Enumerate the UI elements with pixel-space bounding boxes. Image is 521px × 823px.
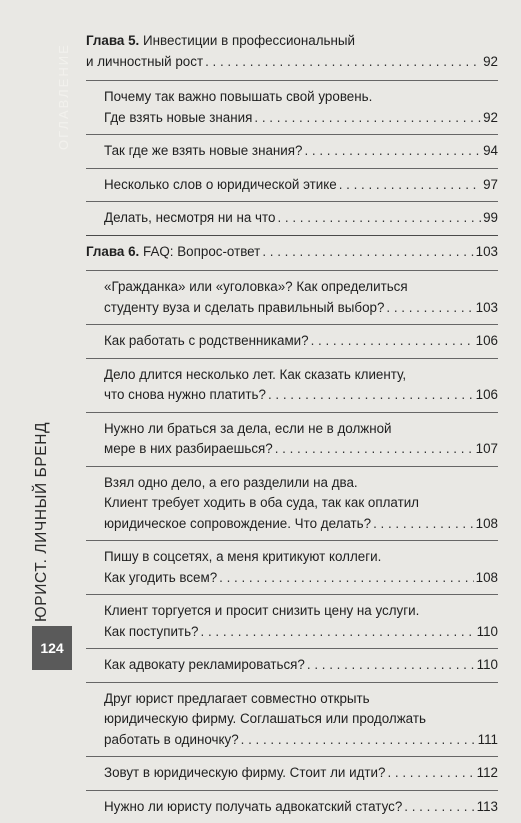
- toc-line-text: [104, 141, 302, 162]
- dot-leader: [307, 655, 475, 676]
- toc-line-text: [86, 52, 203, 73]
- toc-item[interactable]: [86, 168, 498, 202]
- dot-leader: [275, 439, 474, 460]
- toc-item[interactable]: [86, 682, 498, 757]
- toc-line-text: [104, 208, 275, 229]
- toc-line-text: [104, 763, 385, 784]
- toc-line-content: Как угодить всем?: [104, 570, 217, 585]
- toc-line-text: [86, 242, 260, 263]
- toc-line: [86, 763, 498, 784]
- toc-line: [86, 141, 498, 162]
- toc-line-text: [104, 568, 217, 589]
- toc-line-content: Клиент торгуется и просит снизить цену на услуги.: [104, 603, 419, 618]
- toc-line-content: Дело длится несколько лет. Как сказать клиенту,: [104, 367, 406, 382]
- page-number: 124: [32, 626, 72, 670]
- toc-line: [86, 601, 498, 622]
- toc-line-text: [104, 89, 372, 104]
- dot-leader: [277, 208, 481, 229]
- toc-item[interactable]: [86, 648, 498, 682]
- toc-line-text: [104, 439, 273, 460]
- toc-line-text: [104, 279, 408, 294]
- toc-line-content: и личностный рост: [86, 54, 203, 69]
- toc-line-content: Делать, несмотря ни на что: [104, 210, 275, 225]
- dot-leader: [205, 52, 481, 73]
- toc-line: [86, 568, 498, 589]
- toc-line: [86, 655, 498, 676]
- toc-item[interactable]: [86, 466, 498, 541]
- toc-line-content: Инвестиции в профессиональный: [143, 33, 355, 48]
- toc-line-text: [104, 421, 392, 436]
- toc-page-number: 112: [477, 763, 498, 784]
- toc-item[interactable]: [86, 134, 498, 168]
- toc-page-number: 110: [477, 622, 498, 643]
- dot-leader: [311, 331, 474, 352]
- dot-leader: [339, 175, 481, 196]
- toc-line: [86, 298, 498, 319]
- toc-line: [86, 709, 498, 730]
- toc-line: [86, 473, 498, 494]
- section-title: ОГЛАВЛЕНИЕ: [56, 43, 71, 150]
- toc-line-text: [104, 730, 239, 751]
- toc-line-content: Где взять новые знания: [104, 110, 252, 125]
- toc-line: [86, 547, 498, 568]
- toc-line-content: Нужно ли браться за дела, если не в должной: [104, 421, 392, 436]
- chapter-prefix: Глава 5.: [86, 33, 139, 48]
- toc-page-number: 103: [476, 242, 498, 263]
- toc-line-text: [104, 475, 358, 490]
- toc-page-number: 111: [478, 730, 498, 751]
- toc-line-content: Взял одно дело, а его разделили на два.: [104, 475, 358, 490]
- toc-line-content: Нужно ли юристу получать адвокатский статус?: [104, 799, 402, 814]
- toc-page-number: 103: [476, 298, 498, 319]
- toc-line-content: Почему так важно повышать свой уровень.: [104, 89, 372, 104]
- toc-line-content: Как адвокату рекламироваться?: [104, 657, 305, 672]
- toc-item[interactable]: [86, 790, 498, 823]
- table-of-contents: [86, 31, 498, 823]
- toc-line: [86, 331, 498, 352]
- dot-leader: [201, 622, 475, 643]
- toc-line-content: «Гражданка» или «уголовка»? Как определиться: [104, 279, 408, 294]
- toc-page-number: 92: [483, 52, 498, 73]
- toc-page-number: 108: [476, 568, 498, 589]
- toc-page-number: 92: [483, 108, 498, 129]
- toc-page-number: 106: [476, 385, 498, 406]
- toc-line-content: FAQ: Вопрос-ответ: [143, 244, 260, 259]
- toc-item[interactable]: [86, 358, 498, 412]
- toc-line-content: Друг юрист предлагает совместно открыть: [104, 691, 370, 706]
- toc-line-text: [104, 495, 419, 510]
- toc-line-text: [104, 298, 384, 319]
- toc-line-text: [104, 514, 371, 535]
- toc-line-text: [104, 549, 381, 564]
- toc-item[interactable]: [86, 412, 498, 466]
- toc-chapter[interactable]: [86, 235, 498, 271]
- toc-line: [86, 31, 498, 52]
- toc-item[interactable]: [86, 756, 498, 790]
- toc-line-text: [104, 622, 199, 643]
- toc-line-text: [104, 711, 426, 726]
- toc-item[interactable]: [86, 594, 498, 648]
- toc-line: [86, 514, 498, 535]
- toc-line-content: студенту вуза и сделать правильный выбор?: [104, 300, 384, 315]
- toc-page-number: 107: [476, 439, 498, 460]
- toc-page-number: 97: [483, 175, 498, 196]
- toc-line-text: [104, 108, 252, 129]
- toc-line: [86, 439, 498, 460]
- toc-item[interactable]: [86, 540, 498, 594]
- dot-leader: [387, 763, 474, 784]
- toc-line-content: юридическую фирму. Соглашаться или продолжать: [104, 711, 426, 726]
- toc-line: [86, 175, 498, 196]
- toc-line-content: Несколько слов о юридической этике: [104, 177, 337, 192]
- toc-line-text: [104, 603, 419, 618]
- chapter-prefix: Глава 6.: [86, 244, 139, 259]
- toc-line-content: Зовут в юридическую фирму. Стоит ли идти?: [104, 765, 385, 780]
- toc-line: [86, 365, 498, 386]
- toc-line: [86, 52, 498, 73]
- toc-line: [86, 87, 498, 108]
- toc-line-text: [104, 385, 266, 406]
- toc-line: [86, 385, 498, 406]
- toc-item[interactable]: [86, 324, 498, 358]
- dot-leader: [241, 730, 476, 751]
- toc-line-text: [104, 655, 305, 676]
- dot-leader: [254, 108, 481, 129]
- toc-line: [86, 277, 498, 298]
- toc-page-number: 113: [477, 797, 498, 818]
- toc-line-text: [104, 367, 406, 382]
- toc-line: [86, 242, 498, 263]
- toc-line-text: [104, 175, 337, 196]
- dot-leader: [262, 242, 473, 263]
- dot-leader: [268, 385, 474, 406]
- toc-item[interactable]: [86, 80, 498, 134]
- toc-line: [86, 622, 498, 643]
- dot-leader: [304, 141, 481, 162]
- dot-leader: [373, 514, 474, 535]
- toc-line-content: Как работать с родственниками?: [104, 333, 309, 348]
- toc-page-number: 110: [477, 655, 498, 676]
- toc-line-content: мере в них разбираешься?: [104, 441, 273, 456]
- sidebar: [0, 0, 76, 699]
- toc-line-content: Как поступить?: [104, 624, 199, 639]
- toc-page-number: 99: [483, 208, 498, 229]
- toc-line-content: Так где же взять новые знания?: [104, 143, 302, 158]
- toc-line: [86, 797, 498, 818]
- toc-page-number: 108: [476, 514, 498, 535]
- toc-line: [86, 419, 498, 440]
- toc-page-number: 106: [476, 331, 498, 352]
- toc-line-text: [104, 691, 370, 706]
- dot-leader: [219, 568, 474, 589]
- toc-line-text: [104, 797, 402, 818]
- toc-item[interactable]: [86, 270, 498, 324]
- toc-item[interactable]: [86, 201, 498, 235]
- toc-line-content: юридическое сопровождение. Что делать?: [104, 516, 371, 531]
- toc-line: [86, 208, 498, 229]
- toc-line-text: [86, 33, 355, 48]
- toc-line: [86, 730, 498, 751]
- toc-page-number: 94: [483, 141, 498, 162]
- book-title: ЮРИСТ. ЛИЧНЫЙ БРЕНД: [33, 422, 51, 622]
- toc-line-content: Клиент требует ходить в оба суда, так как оплатил: [104, 495, 419, 510]
- toc-line-text: [104, 331, 309, 352]
- toc-line-content: работать в одиночку?: [104, 732, 239, 747]
- toc-line: [86, 108, 498, 129]
- toc-line-content: что снова нужно платить?: [104, 387, 266, 402]
- dot-leader: [404, 797, 474, 818]
- toc-line: [86, 493, 498, 514]
- dot-leader: [386, 298, 473, 319]
- toc-chapter[interactable]: [86, 31, 498, 80]
- toc-line-content: Пишу в соцсетях, а меня критикуют коллеги.: [104, 549, 381, 564]
